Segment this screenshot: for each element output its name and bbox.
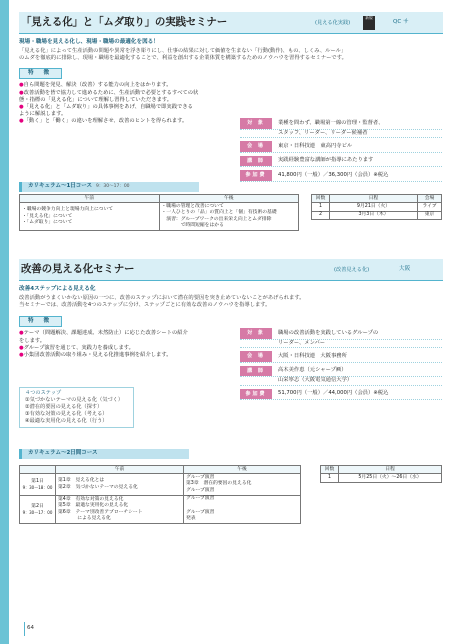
am-header: 午前 (56, 466, 184, 474)
step-item: ②潜在的要因の見える化（探す） (25, 404, 103, 411)
info-value: 山栄寧志（大阪電気通信大学） (278, 377, 353, 384)
bullet-icon: ● (19, 344, 24, 351)
pm-line: 第3章 潜在的要因の見える化 (186, 481, 252, 487)
seminar-1-info (240, 118, 442, 182)
table-row (321, 474, 442, 482)
pm-header: 午後 (184, 466, 301, 474)
pm-line: グループ演習 (186, 496, 215, 502)
pm-cell (184, 495, 301, 523)
table-row (20, 474, 301, 495)
am-line: 第4章 有効な対策の見える化 (58, 496, 124, 502)
side-color-bar (0, 0, 9, 644)
schedule-header: 会場 (418, 195, 442, 203)
four-steps-box (19, 387, 134, 428)
seminar-1-features-heading: 特 徴 (19, 68, 62, 80)
table-row (20, 495, 301, 523)
am-line: 第1章 見える化とは (58, 478, 105, 484)
am-line: 第5章 最適な実用化の見える化 (58, 503, 129, 509)
info-value: 実践経験豊富な講師が指導にあたります (278, 157, 374, 164)
new-badge-icon: 新規 (363, 16, 375, 30)
day-cell (20, 495, 56, 523)
feature-item: 自ら問題を発見、解決（改善）する能力の向上をはかります。 (23, 82, 172, 89)
info-value: リーダー、メンバー (278, 339, 326, 346)
pm-line: ・職場の管理と改善について (161, 203, 224, 209)
seminar-1-category: QC サ (393, 19, 409, 25)
course-time: 9：30～17：00 (96, 183, 130, 189)
info-value: 東京・日科技連 東高円寺ビル (278, 142, 353, 149)
day-header (20, 466, 56, 474)
day-time: 9：30～18：00 (22, 485, 53, 491)
schedule-cell: 東京 (418, 211, 442, 219)
schedule-header: 回数 (312, 195, 330, 203)
feature-item: 態・指標の「見える化」について理解し習得していただきます。 (19, 96, 173, 103)
bullet-icon: ● (19, 82, 24, 89)
info-value: 職場の改善活動を実践しているグループの (278, 329, 379, 336)
table-row (312, 211, 442, 219)
info-label: 対 象 (240, 328, 272, 339)
step-item: ③有効な対策の見える化（考える） (25, 411, 108, 418)
pm-cell (159, 203, 299, 231)
seminar-1-curriculum-table (19, 194, 299, 231)
course-label: カリキュラム～2日間コース (28, 450, 98, 457)
seminar-1-header (19, 12, 443, 34)
step-item: ①気づかないテーマの見える化（気づく） (25, 397, 124, 404)
info-label: 参加費 (240, 389, 272, 400)
schedule-cell: 3月3日（木） (330, 211, 418, 219)
seminar-2-schedule-table (320, 465, 442, 483)
page-number-rule (24, 622, 25, 636)
schedule-cell: 9月21日（火） (330, 203, 418, 211)
schedule-header: 回数 (321, 466, 339, 474)
bullet-icon: ● (19, 351, 24, 358)
seminar-1-schedule-table (311, 194, 442, 220)
pm-line: グループ演習 (186, 474, 215, 480)
am-line: ・「見える化」について (22, 213, 73, 219)
am-line: ・「ムダ取り」について (22, 220, 73, 226)
bullet-icon: ● (19, 118, 24, 125)
seminar-2-tag: (改善見える化) (334, 267, 370, 273)
info-label: 会 場 (240, 351, 272, 362)
info-label: 講 師 (240, 156, 272, 167)
seminar-2-title: 改善の見える化セミナー (21, 263, 135, 276)
seminar-1-tag: (見える化実践) (315, 20, 351, 26)
feature-item: 改善活動を皆で協力して進めるために、生産活動で必要とするすべての状 (23, 89, 199, 96)
day-cell (20, 474, 56, 495)
schedule-cell: 5月25日（火）～26日（水） (339, 474, 442, 482)
seminar-2-lead: 改善4ステップによる見える化 (19, 286, 96, 292)
bullet-icon: ● (19, 103, 24, 110)
am-cell (56, 495, 184, 523)
info-value: 大阪・日科技連 大阪事務所 (278, 352, 347, 359)
info-label: 講 師 (240, 366, 272, 377)
seminar-1-features-list (19, 82, 229, 125)
day-label: 第2日 (31, 503, 44, 509)
bullet-icon: ● (19, 89, 24, 96)
pm-header: 午後 (159, 195, 299, 203)
course-label: カリキュラム～1日コース (28, 183, 92, 190)
info-value: 51,700円（一般）／44,000円（会員）※税込 (278, 390, 389, 397)
pm-line: グループ演習 (186, 509, 215, 515)
am-cell (20, 203, 160, 231)
am-line: 第6章 テーマ別改善アプローチシート (58, 509, 143, 515)
seminar-2-desc-2: 当セミナーでは、改善活動を4つのステップに分け、ステップごとに有効な改善のノウハウを指導します。 (19, 301, 271, 308)
seminar-2-course-bar (19, 449, 189, 459)
am-cell (56, 474, 184, 495)
info-label: 会 場 (240, 141, 272, 152)
feature-item: をします。 (19, 337, 46, 344)
am-header: 午前 (20, 195, 160, 203)
feature-item: 「動く」と「働く」の違いを理解させ、改善のヒントを得られます。 (23, 118, 188, 125)
pm-line: で時間短縮をはかる (161, 223, 224, 229)
day-time: 9：30～17：00 (22, 510, 53, 516)
schedule-header: 日程 (330, 195, 418, 203)
step-item: ④最適な実用化の見える化（行う） (25, 418, 108, 425)
info-value: スタッフ、リーダー、リーダー候補者 (278, 129, 368, 136)
seminar-1-title: 「見える化」と「ムダ取り」の実践セミナー (21, 16, 227, 29)
seminar-2-features-heading: 特 徴 (19, 316, 62, 328)
am-line: 第2章 気づかないテーマの見える化 (58, 484, 138, 490)
seminar-2-info (240, 328, 442, 400)
am-line: による見える化 (58, 516, 111, 522)
pm-line: グループ演習 (186, 487, 215, 493)
seminar-2-category: 大阪 (399, 266, 411, 272)
pm-cell (184, 474, 301, 495)
info-value: 業種を問わず、職場第一線の管理・監督者、 (278, 119, 384, 126)
schedule-cell: 1 (321, 474, 339, 482)
info-value: 41,800円（一般）／36,300円（会員）※税込 (278, 172, 389, 179)
steps-title: ４つのステップ (25, 390, 62, 396)
schedule-cell: 2 (312, 211, 330, 219)
seminar-1-lead: 現場・職場を見える化し、現場・職場の最適化を図る！ (19, 39, 159, 45)
seminar-2-features-list (19, 330, 234, 359)
page-number: 64 (27, 625, 34, 631)
feature-item: 小集団改善活動の取り組み・見える化推進事例を紹介します。 (23, 351, 172, 358)
table-row (312, 203, 442, 211)
seminar-1-desc-2: のムダを徹底的に排除し、現場・職場を最適化することで、利益を創出する企業体質を構築するためのノウハウを習得するセミナーです。 (19, 54, 347, 61)
pm-line: 演習：グループワークの出来栄え向上とムダ排除 (161, 216, 272, 222)
feature-item: ように解説します。 (19, 110, 67, 117)
feature-item: テーマ（問題解決、課題達成、未然防止）に応じた改善シートの紹介 (23, 330, 188, 337)
seminar-1-desc-1: 「見える化」によって生産活動の問題や異常を浮き彫りにし、仕事の結果に対して価値を生まない「行動(動作)、もの、しくみ、ルール」 (19, 47, 347, 54)
feature-item: 「見える化」と「ムダ取り」の具体事例をあげ、自職場で即実践できる (23, 103, 193, 110)
seminar-1-course-bar (19, 182, 199, 192)
feature-item: グループ演習を通じて、実践力を養成します。 (23, 344, 134, 351)
info-value: 高木美作恵（元シャープ㈱） (278, 367, 347, 374)
pm-line: 発表 (186, 516, 196, 522)
schedule-header: 日程 (339, 466, 442, 474)
schedule-cell: ライブ (418, 203, 442, 211)
bullet-icon: ● (19, 330, 24, 337)
seminar-2-curriculum-table (19, 465, 301, 524)
seminar-1 (19, 12, 443, 125)
info-label: 参加費 (240, 170, 272, 181)
pm-line: ・一人ひとりの「品」の質向上と「個」有技術の基礎 (161, 210, 277, 216)
seminar-2-header (19, 259, 443, 281)
seminar-2-desc-1: 改善活動がうまくいかない原因の一つに、改善のステップにおいて潜在的要因を突き止めていないことがあげられます。 (19, 294, 305, 301)
schedule-cell: 1 (312, 203, 330, 211)
info-label: 対 象 (240, 118, 272, 129)
am-line: ・職場の競争力向上と現場力向上について (22, 207, 114, 213)
day-label: 第1日 (31, 478, 44, 484)
